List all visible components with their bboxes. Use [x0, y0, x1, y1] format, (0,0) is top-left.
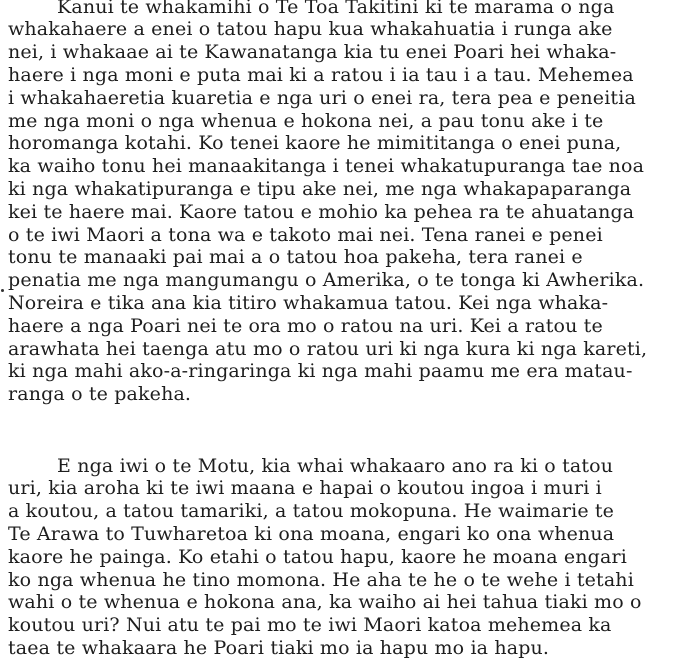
text-line: koutou uri? Nui atu te pai mo te iwi Maori katoa mehemea ka — [8, 614, 612, 636]
text-line: haere a nga Poari nei te ora mo o ratou na uri. Kei a ratou te — [8, 315, 603, 337]
text-line: taea te whakaara he Poari tiaki mo ia hapu mo ia hapu. — [8, 637, 550, 659]
text-line: ko nga whenua he tino momona. He aha te he o te wehe i tetahi — [8, 569, 634, 591]
text-line: arawhata hei taenga atu mo o ratou uri ki nga kura ki nga kareti, — [8, 338, 648, 360]
text-line: whakahaere a enei o tatou hapu kua whakahuatia i runga ake — [8, 18, 613, 40]
text-line: penatia me nga mangumangu o Amerika, o te tonga ki Awherika. — [8, 269, 645, 291]
text-line: kaore he painga. Ko etahi o tatou hapu, kaore he moana engari — [8, 546, 627, 568]
text-line: me nga moni o nga whenua e hokona nei, a pau tonu ake i te — [8, 110, 604, 132]
text-line: ki nga whakatipuranga e tipu ake nei, me nga whakapaparanga — [8, 178, 632, 200]
text-line: nei, i whakaae ai te Kawanatanga kia tu enei Poari hei whaka- — [8, 41, 617, 63]
text-line: i whakahaeretia kuaretia e nga uri o enei ra, tera pea e peneitia — [8, 87, 636, 109]
text-line: kei te haere mai. Kaore tatou e mohio ka pehea ra te ahuatanga — [8, 201, 635, 223]
text-line: uri, kia aroha ki te iwi maana e hapai o koutou ingoa i muri i — [8, 477, 602, 499]
text-line: horomanga kotahi. Ko tenei kaore he mimititanga o enei puna, — [8, 132, 622, 154]
text-line: Noreira e tika ana kia titiro whakamua tatou. Kei nga whaka- — [8, 292, 609, 314]
text-line: o te iwi Maori a tona wa e takoto mai nei. Tena ranei e penei — [8, 224, 603, 246]
text-line: ranga o te pakeha. — [8, 383, 192, 405]
text-line: ka waiho tonu hei manaakitanga i tenei whakatupuranga tae noa — [8, 155, 645, 177]
text-line: Kanui te whakamihi o Te Toa Takitini ki te marama o nga — [57, 0, 615, 18]
text-line: a koutou, a tatou tamariki, a tatou mokopuna. He waimarie te — [8, 500, 615, 522]
text-line: tonu te manaaki pai mai a o tatou hoa pakeha, tera ranei e — [8, 246, 583, 268]
text-line: wahi o te whenua e hokona ana, ka waiho ai hei tahua tiaki mo o — [8, 591, 642, 613]
text-line: ki nga mahi ako-a-ringaringa ki nga mahi paamu me era matau- — [8, 360, 633, 382]
text-line: E nga iwi o te Motu, kia whai whakaaro ano ra ki o tatou — [57, 455, 614, 477]
stray-ink-mark — [1, 289, 4, 292]
text-line: haere i nga moni e puta mai ki a ratou i ia tau i a tau. Mehemea — [8, 64, 634, 86]
text-line: Te Arawa to Tuwharetoa ki ona moana, engari ko ona whenua — [8, 523, 615, 545]
